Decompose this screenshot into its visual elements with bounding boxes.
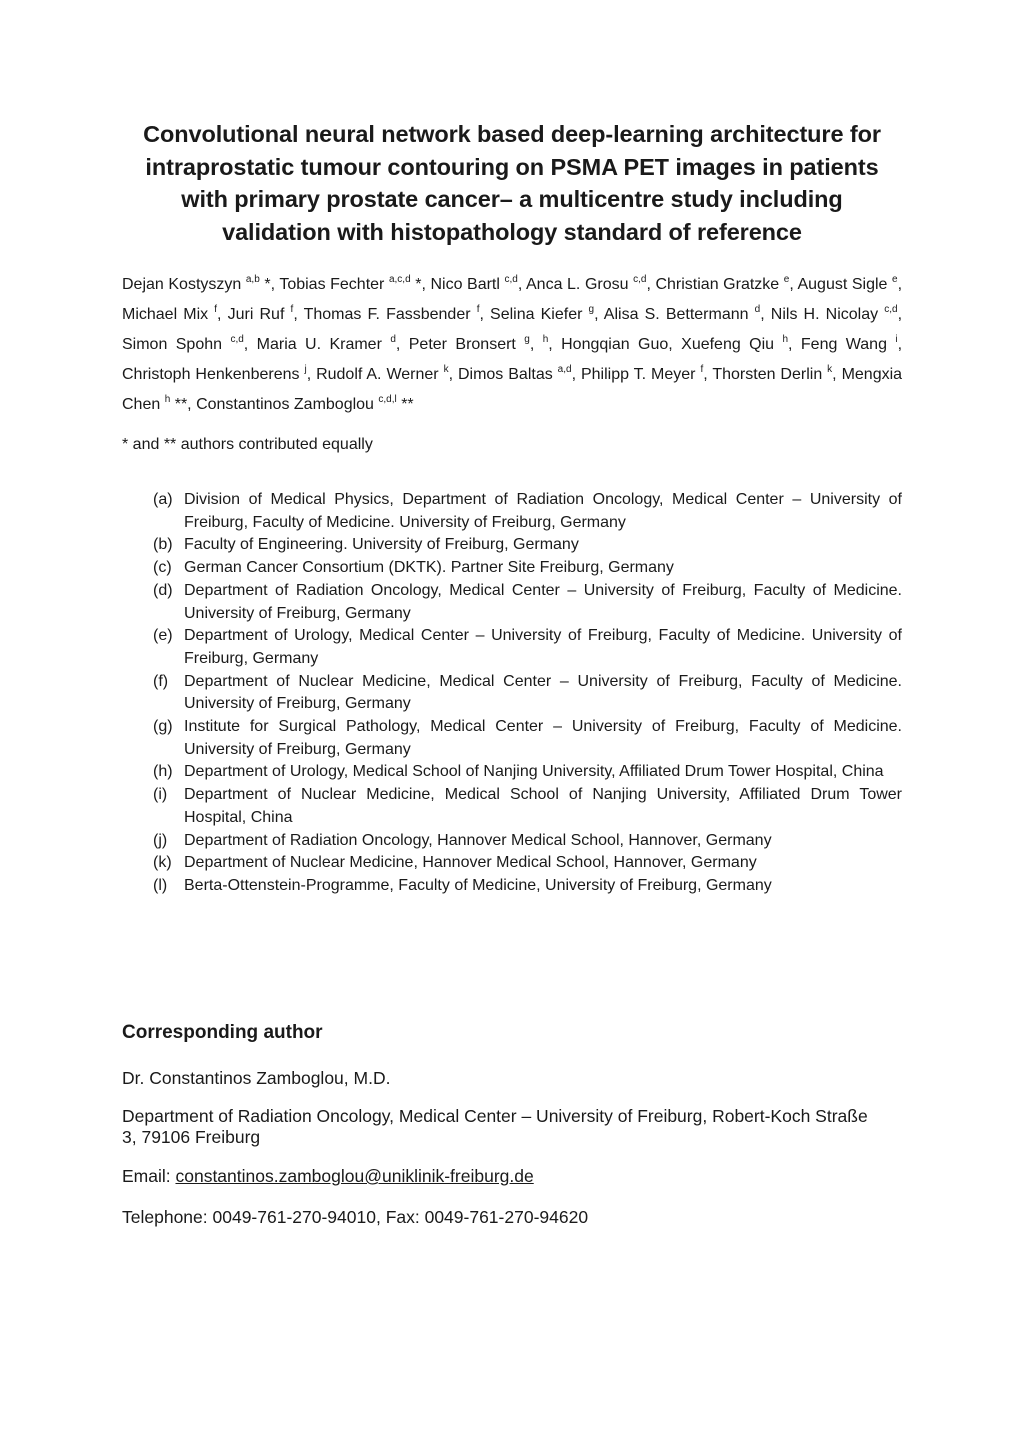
author — [581, 366, 703, 383]
author-name: Nils H. Nicolay — [770, 306, 879, 323]
author — [543, 336, 549, 353]
corresponding-author-email-line — [122, 1166, 902, 1187]
author-name: August Sigle — [797, 276, 888, 293]
affiliation-label: (i) — [153, 786, 168, 804]
author-name: Dejan Kostyszyn — [122, 276, 242, 293]
author-affiliation-sup: h — [782, 334, 789, 345]
author-affiliation-sup: f — [700, 364, 704, 375]
author-affiliation-sup: c,d,l — [378, 394, 397, 405]
author — [316, 366, 449, 383]
affiliation-label: (k) — [153, 854, 172, 872]
author — [526, 276, 646, 293]
affiliation-item — [122, 761, 902, 784]
affiliation-item — [122, 784, 902, 829]
author — [430, 276, 517, 293]
author — [257, 336, 396, 353]
affiliation-item — [122, 716, 902, 761]
author-affiliation-sup: a,c,d — [388, 274, 411, 285]
affiliation-label: (l) — [153, 876, 168, 894]
corresponding-author-address: Department of Radiation Oncology, Medical Center – University of Freiburg, Robert-Koch Straße 3, 79106 Freiburg — [122, 1106, 868, 1147]
author-name: Maria U. Kramer — [256, 336, 382, 353]
author-name: Alisa S. Bettermann — [603, 306, 749, 323]
author — [304, 306, 480, 323]
author — [561, 336, 668, 353]
title-line: Convolutional neural network based deep-learning architecture for — [143, 121, 881, 147]
affiliation-label: (c) — [153, 559, 172, 577]
author-affiliation-sup: a,d — [557, 364, 572, 375]
author — [122, 366, 307, 383]
author-affiliation-sup: h — [164, 394, 171, 405]
author — [681, 336, 788, 353]
author — [655, 276, 789, 293]
affiliation-text: Department of Nuclear Medicine, Medical School of Nanjing University, Affiliated Drum Tower Hospital, China — [184, 786, 902, 826]
author-name: Xuefeng Qiu — [681, 336, 775, 353]
affiliation-label: (f) — [153, 672, 169, 690]
author-name: Hongqian Guo — [561, 336, 669, 353]
author-list: Dejan Kostyszyn $^{a,b}$ *, Tobias Fechter $^{a,c,d}$ *, Nico Bartl $^{c,d}$, Anca L. Grosu $^{c,d}$, Christian Gratzke $^e$, August Sigle $^e$, Michael Mix $^f$, Juri Ruf $^f$, Thomas F. Fassbender $^f$, Selina Kiefer $^g$, Alisa S. Bettermann $^d$, Nils H. Nicolay $^{c,d}$, Simon Spohn $^{c,d}$, Maria U. Kramer $^d$, Peter Bronsert $^g$, $^h$, Hongqian Guo, Xuefeng Qiu $^h$, Feng Wang $^i$, Christoph Henkenberens $^j$, Rudolf A. Werner $^k$, Dimos Baltas $^{a,d}$, Philipp T. Meyer $^f$, Thorsten Derlin $^k$, Mengxia Chen $^h$ **, Constantinos Zamboglou $^{c,d,l}$ ** — [122, 274, 903, 413]
author-equal-mark: ** — [396, 396, 414, 413]
author — [797, 276, 897, 293]
affiliation-item — [122, 557, 902, 580]
author-affiliation-sup: g — [588, 304, 595, 315]
author — [409, 336, 530, 353]
affiliation-item — [122, 852, 902, 875]
author-name: Dimos Baltas — [457, 366, 553, 383]
affiliation-label: (a) — [153, 491, 173, 508]
author-name: Simon Spohn — [122, 336, 223, 353]
author-name: Rudolf A. Werner — [316, 366, 439, 383]
paper-title — [122, 118, 902, 248]
author-name: Feng Wang — [800, 336, 887, 353]
affiliation-label: (b) — [153, 536, 173, 554]
author-equal-mark: * — [259, 276, 271, 293]
author — [712, 366, 832, 383]
author — [122, 336, 244, 353]
affiliation-text: Department of Urology, Medical Center – University of Freiburg, Faculty of Medicine. University of Freiburg, Germany — [184, 627, 902, 667]
author — [279, 276, 421, 293]
author-name: Juri Ruf — [227, 306, 285, 323]
affiliation-item — [122, 534, 902, 557]
email-link[interactable]: constantinos.zamboglou@uniklinik-freiburg.de — [175, 1166, 534, 1186]
affiliation-text: Department of Urology, Medical School of Nanjing University, Affiliated Drum Tower Hospital, China — [184, 763, 884, 781]
affiliation-item — [122, 830, 902, 853]
author-name: Mengxia Chen — [122, 366, 903, 413]
author-name: Philipp T. Meyer — [580, 366, 696, 383]
author-name: Peter Bronsert — [408, 336, 516, 353]
affiliation-label: (h) — [153, 763, 173, 781]
affiliation-text: Department of Nuclear Medicine, Hannover Medical School, Hannover, Germany — [184, 854, 757, 872]
affiliation-item — [122, 671, 902, 716]
email-label: Email: — [122, 1166, 176, 1186]
author — [458, 366, 572, 383]
equal-contribution-note: * and ** authors contributed equally — [122, 436, 373, 453]
author-equal-mark: * — [410, 276, 422, 293]
affiliation-text: Department of Radiation Oncology, Hannover Medical School, Hannover, Germany — [184, 831, 772, 849]
author-affiliation-sup: f — [214, 304, 218, 315]
author — [228, 306, 294, 323]
author-name: Nico Bartl — [430, 276, 500, 293]
affiliation-text: Division of Medical Physics, Department of Radiation Oncology, Medical Center – University of Freiburg, Faculty of Medicine. University of Freiburg, Germany — [184, 491, 902, 531]
author-name: Tobias Fechter — [279, 276, 385, 293]
author-affiliation-sup: a,b — [245, 274, 260, 285]
author-affiliation-sup: c,d — [884, 304, 898, 315]
author-name: Selina Kiefer — [490, 306, 583, 323]
affiliation-text: German Cancer Consortium (DKTK). Partner Site Freiburg, Germany — [184, 559, 674, 577]
author-equal-mark: ** — [170, 396, 188, 413]
author-name: Christoph Henkenberens — [122, 366, 300, 383]
author-affiliation-sup: g — [524, 334, 530, 345]
author-name: Christian Gratzke — [655, 276, 780, 293]
corresponding-author-phone: Telephone: 0049-761-270-94010, Fax: 0049-761-270-94620 — [122, 1207, 589, 1227]
author-affiliation-sup: d — [390, 334, 396, 345]
affiliation-text: Faculty of Engineering. University of Freiburg, Germany — [184, 536, 579, 554]
author-name: Thorsten Derlin — [712, 366, 823, 383]
author-affiliation-sup: c,d — [633, 274, 647, 285]
author — [801, 336, 898, 353]
title-line: with primary prostate cancer– a multicentre study including — [181, 186, 843, 212]
corresponding-author-heading: Corresponding author — [122, 1022, 323, 1043]
author-name: Michael Mix — [122, 306, 209, 323]
title-line: validation with histopathology standard of reference — [222, 218, 802, 245]
title-line: intraprostatic tumour contouring on PSMA PET images in patients — [145, 153, 879, 180]
corresponding-author-name: Dr. Constantinos Zamboglou, M.D. — [122, 1068, 391, 1088]
author-affiliation-sup: d — [754, 304, 761, 315]
author — [771, 306, 898, 323]
affiliation-label: (g) — [153, 718, 173, 736]
affiliation-text: Berta-Ottenstein-Programme, Faculty of Medicine, University of Freiburg, Germany — [184, 876, 772, 894]
affiliation-list — [122, 489, 902, 898]
author-name: Constantinos Zamboglou — [196, 396, 374, 413]
author-affiliation-sup: f — [476, 304, 480, 315]
author — [122, 306, 217, 323]
author — [490, 306, 594, 323]
affiliation-label: (e) — [153, 627, 173, 645]
affiliation-text: Institute for Surgical Pathology, Medical Center – University of Freiburg, Faculty of Medicine. University of Freiburg, Germany — [184, 718, 902, 758]
author — [196, 396, 414, 413]
author-affiliation-sup: i — [895, 334, 898, 345]
paper-front-page — [122, 118, 902, 898]
author-affiliation-sup: k — [443, 364, 449, 375]
affiliation-text: Department of Nuclear Medicine, Medical Center – University of Freiburg, Faculty of Medicine. University of Freiburg, Germany — [184, 672, 902, 713]
author-affiliation-sup: f — [290, 304, 294, 315]
affiliation-text: Department of Radiation Oncology, Medical Center – University of Freiburg, Faculty of Medicine. University of Freiburg, Germany — [184, 581, 902, 622]
author-affiliation-sup: h — [542, 334, 549, 345]
author — [122, 276, 271, 293]
author-name: Thomas F. Fassbender — [303, 306, 471, 323]
affiliation-item — [122, 489, 902, 534]
affiliation-label: (j) — [153, 831, 168, 849]
author-affiliation-sup: c,d — [230, 334, 244, 345]
affiliation-item — [122, 625, 902, 670]
author-affiliation-sup: j — [304, 364, 307, 375]
author-affiliation-sup: c,d — [504, 274, 518, 285]
author-affiliation-sup: k — [827, 364, 833, 375]
affiliation-item — [122, 580, 902, 625]
affiliation-label: (d) — [153, 581, 173, 599]
author-affiliation-sup: e — [783, 274, 790, 285]
author-name: Anca L. Grosu — [526, 276, 629, 293]
author-affiliation-sup: e — [892, 274, 898, 285]
author — [604, 306, 760, 323]
affiliation-item — [122, 875, 902, 898]
